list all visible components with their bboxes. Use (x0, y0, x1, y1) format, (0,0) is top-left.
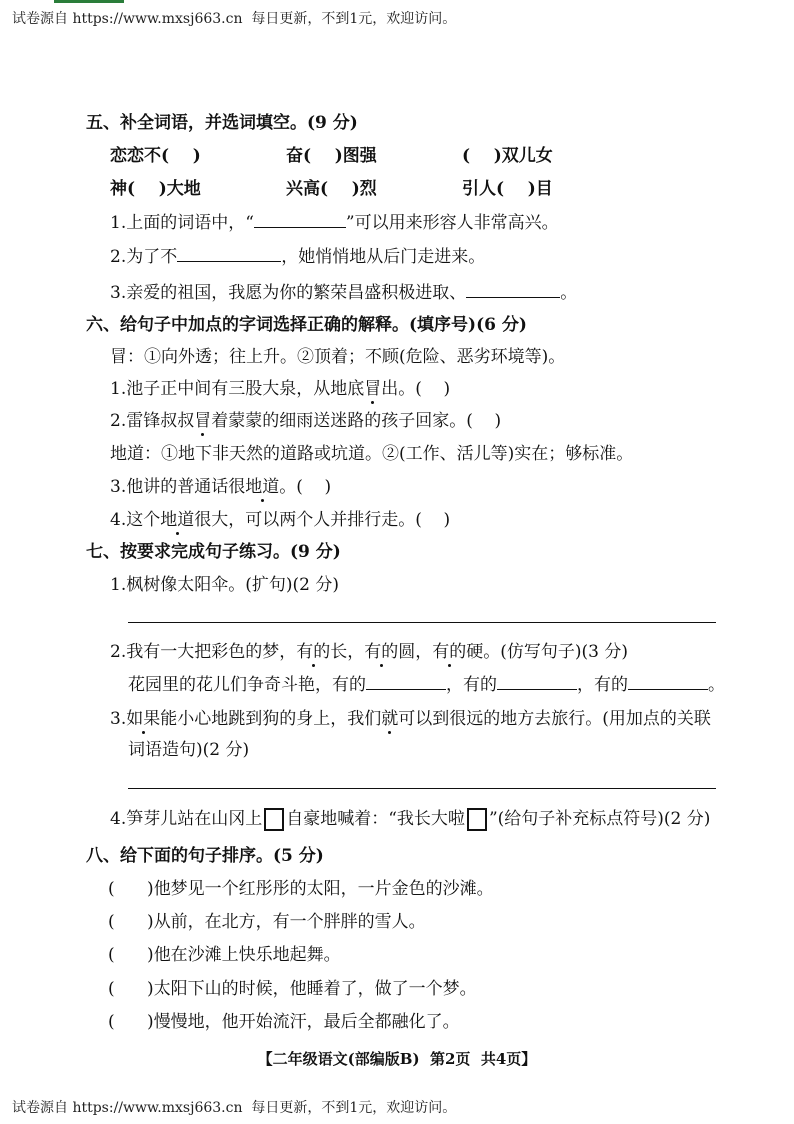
word-blank-2: 奋( )图强 (286, 146, 377, 166)
answer-blank[interactable] (497, 675, 577, 690)
order-item-5: ( )慢慢地，他开始流汗，最后全都融化了。 (108, 1012, 460, 1032)
s7-question-2: 2.我有一大把彩色的梦，有的长，有的圆，有的硬。(仿写句子)(3 分) (110, 642, 628, 662)
s5-question-2: 2.为了不 ，她悄悄地从后门走进来。 (110, 247, 486, 267)
definition-mao: 冒：①向外透；往上升。②顶着；不顾(危险、恶劣环境等)。 (110, 347, 566, 367)
s7-question-1: 1.枫树像太阳伞。(扩句)(2 分) (110, 575, 339, 595)
order-item-2: ( )从前，在北方，有一个胖胖的雪人。 (108, 912, 426, 932)
s5-question-1: 1.上面的词语中，“ ”可以用来形容人非常高兴。 (110, 213, 559, 233)
word-blank-4: 神( )大地 (110, 179, 201, 199)
word-blank-5: 兴高( )烈 (286, 179, 377, 199)
s6-question-1: 1.池子正中间有三股大泉，从地底冒出。( ) (110, 379, 451, 399)
word-blank-3: ( )双儿女 (462, 146, 553, 166)
answer-blank[interactable] (628, 675, 708, 690)
answer-blank[interactable] (177, 247, 281, 262)
order-item-4: ( )太阳下山的时候，他睡着了，做了一个梦。 (108, 979, 477, 999)
answer-line-2[interactable] (128, 788, 716, 789)
top-corner-mark (54, 0, 124, 3)
s7-question-4: 4.笋芽儿站在山冈上 自豪地喊着：“我长大啦 ”(给句子补充标点符号)(2 分) (110, 809, 711, 829)
section8-title: 八、给下面的句子排序。(5 分) (86, 846, 324, 866)
watermark-bottom: 试卷源自 https://www.mxsj663.cn 每日更新，不到1元，欢迎访问。 (12, 1100, 457, 1116)
answer-blank[interactable] (366, 675, 446, 690)
s5-question-3: 3.亲爱的祖国，我愿为你的繁荣昌盛积极进取、 。 (110, 283, 578, 303)
s7-question-2-fill: 花园里的花儿们争奇斗艳，有的 ，有的 ，有的 。 (128, 675, 725, 695)
section5-title: 五、补全词语，并选词填空。(9 分) (86, 113, 358, 133)
watermark-top: 试卷源自 https://www.mxsj663.cn 每日更新，不到1元，欢迎访问。 (12, 11, 457, 27)
s6-question-3: 3.他讲的普通话很地道。( ) (110, 477, 332, 497)
s6-question-2: 2.雷锋叔叔冒着蒙蒙的细雨送迷路的孩子回家。( ) (110, 411, 502, 431)
answer-blank[interactable] (254, 213, 346, 228)
answer-line-1[interactable] (128, 622, 716, 623)
word-blank-6: 引人( )目 (462, 179, 553, 199)
section7-title: 七、按要求完成句子练习。(9 分) (86, 542, 341, 562)
definition-didao: 地道：①地下非天然的道路或坑道。②(工作、活儿等)实在；够标准。 (110, 444, 634, 464)
s7-question-3: 3.如果能小心地跳到狗的身上，我们就可以到很远的地方去旅行。(用加点的关联 (110, 709, 711, 729)
word-blank-1: 恋恋不( ) (110, 146, 201, 166)
answer-blank[interactable] (466, 283, 560, 298)
punctuation-box-2[interactable] (467, 808, 487, 831)
punctuation-box-1[interactable] (264, 808, 284, 831)
s6-question-4: 4.这个地道很大，可以两个人并排行走。( ) (110, 510, 451, 530)
section6-title: 六、给句子中加点的字词选择正确的解释。(填序号)(6 分) (86, 315, 527, 335)
page-footer: 【二年级语文(部编版B) 第2页 共4页】 (257, 1050, 537, 1068)
order-item-1: ( )他梦见一个红彤彤的太阳，一片金色的沙滩。 (108, 879, 494, 899)
order-item-3: ( )他在沙滩上快乐地起舞。 (108, 945, 341, 965)
s7-question-3-cont: 词语造句)(2 分) (128, 740, 250, 760)
